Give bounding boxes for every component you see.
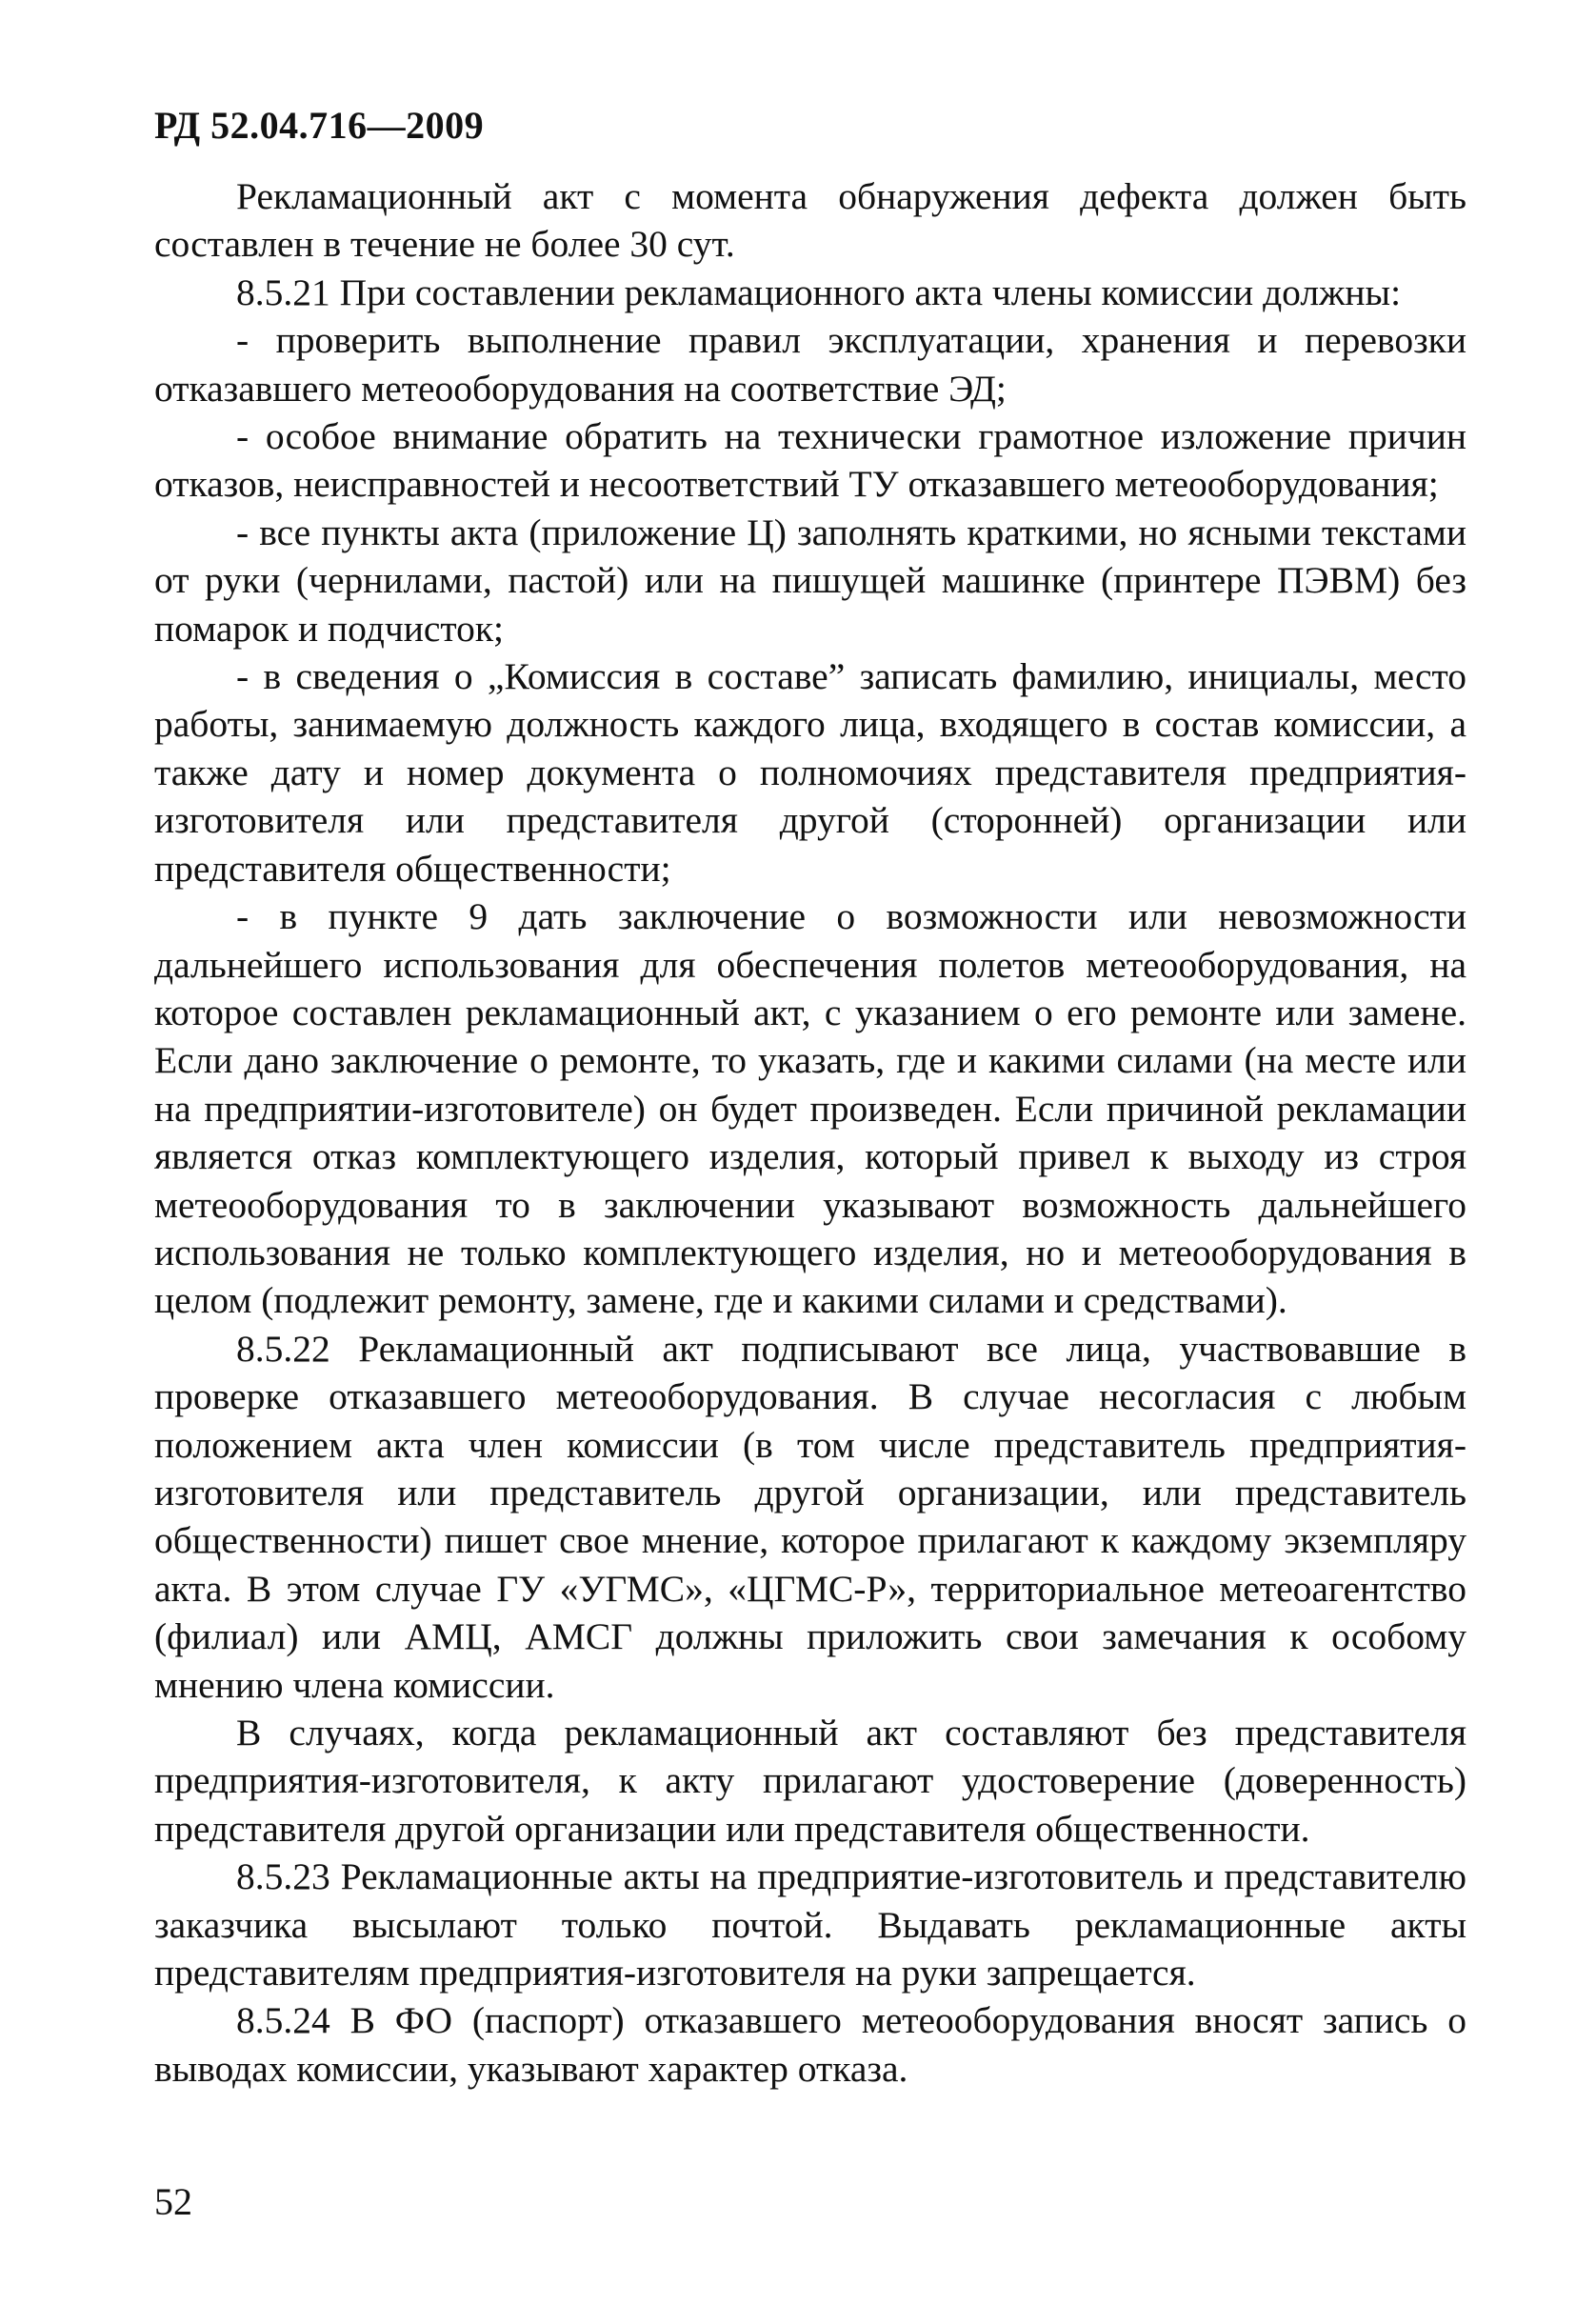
paragraph: В случаях, когда рекламационный акт составляют без представителя предприятия-изготовителя, к акту прилагают удостоверение (доверенность) представителя другой организации или представителя общественности. <box>154 1712 1466 1850</box>
paragraph: - особое внимание обратить на технически грамотное изложение причин отказов, неисправностей и несоответствий ТУ отказавшего метеооборудования; <box>154 415 1466 506</box>
paragraph: 8.5.22 Рекламационный акт подписывают все лица, участвовавшие в проверке отказавшего метеооборудования. В случае несогласия с любым положением акта член комиссии (в том числе представитель предприятия-изготовителя или представитель другой организации, или представитель общественности) пишет свое мнение, которое прилагают к каждому экземпляру акта. В этом случае ГУ «УГМС», «ЦГМС-Р», территориальное метеоагентство (филиал) или АМЦ, АМСГ должны приложить свои замечания к особому мнению члена комиссии. <box>154 1327 1466 1706</box>
paragraph: Рекламационный акт с момента обнаружения дефекта должен быть составлен в течение не более 30 сут. <box>154 175 1466 266</box>
paragraph: - все пункты акта (приложение Ц) заполнять краткими, но ясными текстами от руки (чернилами, пастой) или на пишущей машинке (принтере ПЭВМ) без помарок и подчисток; <box>154 511 1466 650</box>
document-body <box>154 172 1466 2093</box>
paragraph: - в сведения о „Комиссия в составе” записать фамилию, инициалы, место работы, занимаемую должность каждого лица, входящего в состав комиссии, а также дату и номер документа о полномочиях представителя предприятия-изготовителя или представителя другой (сторонней) организации или представителя общественности; <box>154 655 1466 890</box>
paragraph: 8.5.24 В ФО (паспорт) отказавшего метеооборудования вносят запись о выводах комиссии, указывают характер отказа. <box>154 1999 1466 2090</box>
paragraph: - проверить выполнение правил эксплуатации, хранения и перевозки отказавшего метеооборудования на соответствие ЭД; <box>154 319 1466 410</box>
paragraph: 8.5.21 При составлении рекламационного акта члены комиссии должны: <box>236 271 1402 313</box>
page-number: 52 <box>154 2180 192 2223</box>
paragraph: - в пункте 9 дать заключение о возможности или невозможности дальнейшего использования для обеспечения полетов метеооборудования, на которое составлен рекламационный акт, с указанием о его ремонте или замене. Если дано заключение о ремонте, то указать, где и какими силами (на месте или на предприятии-изготовителе) он будет произведен. Если причиной рекламации является отказ комплектующего изделия, который привел к выходу из строя метеооборудования то в заключении указывают возможность дальнейшего использования не только комплектующего изделия, но и метеооборудования в целом (подлежит ремонту, замене, где и какими силами и средствами). <box>154 895 1466 1322</box>
paragraph: 8.5.23 Рекламационные акты на предприятие-изготовитель и представителю заказчика высылают только почтой. Выдавать рекламационные акты представителям предприятия-изготовителя на руки запрещается. <box>154 1855 1466 1994</box>
document-code-header: РД 52.04.716—2009 <box>154 104 485 147</box>
